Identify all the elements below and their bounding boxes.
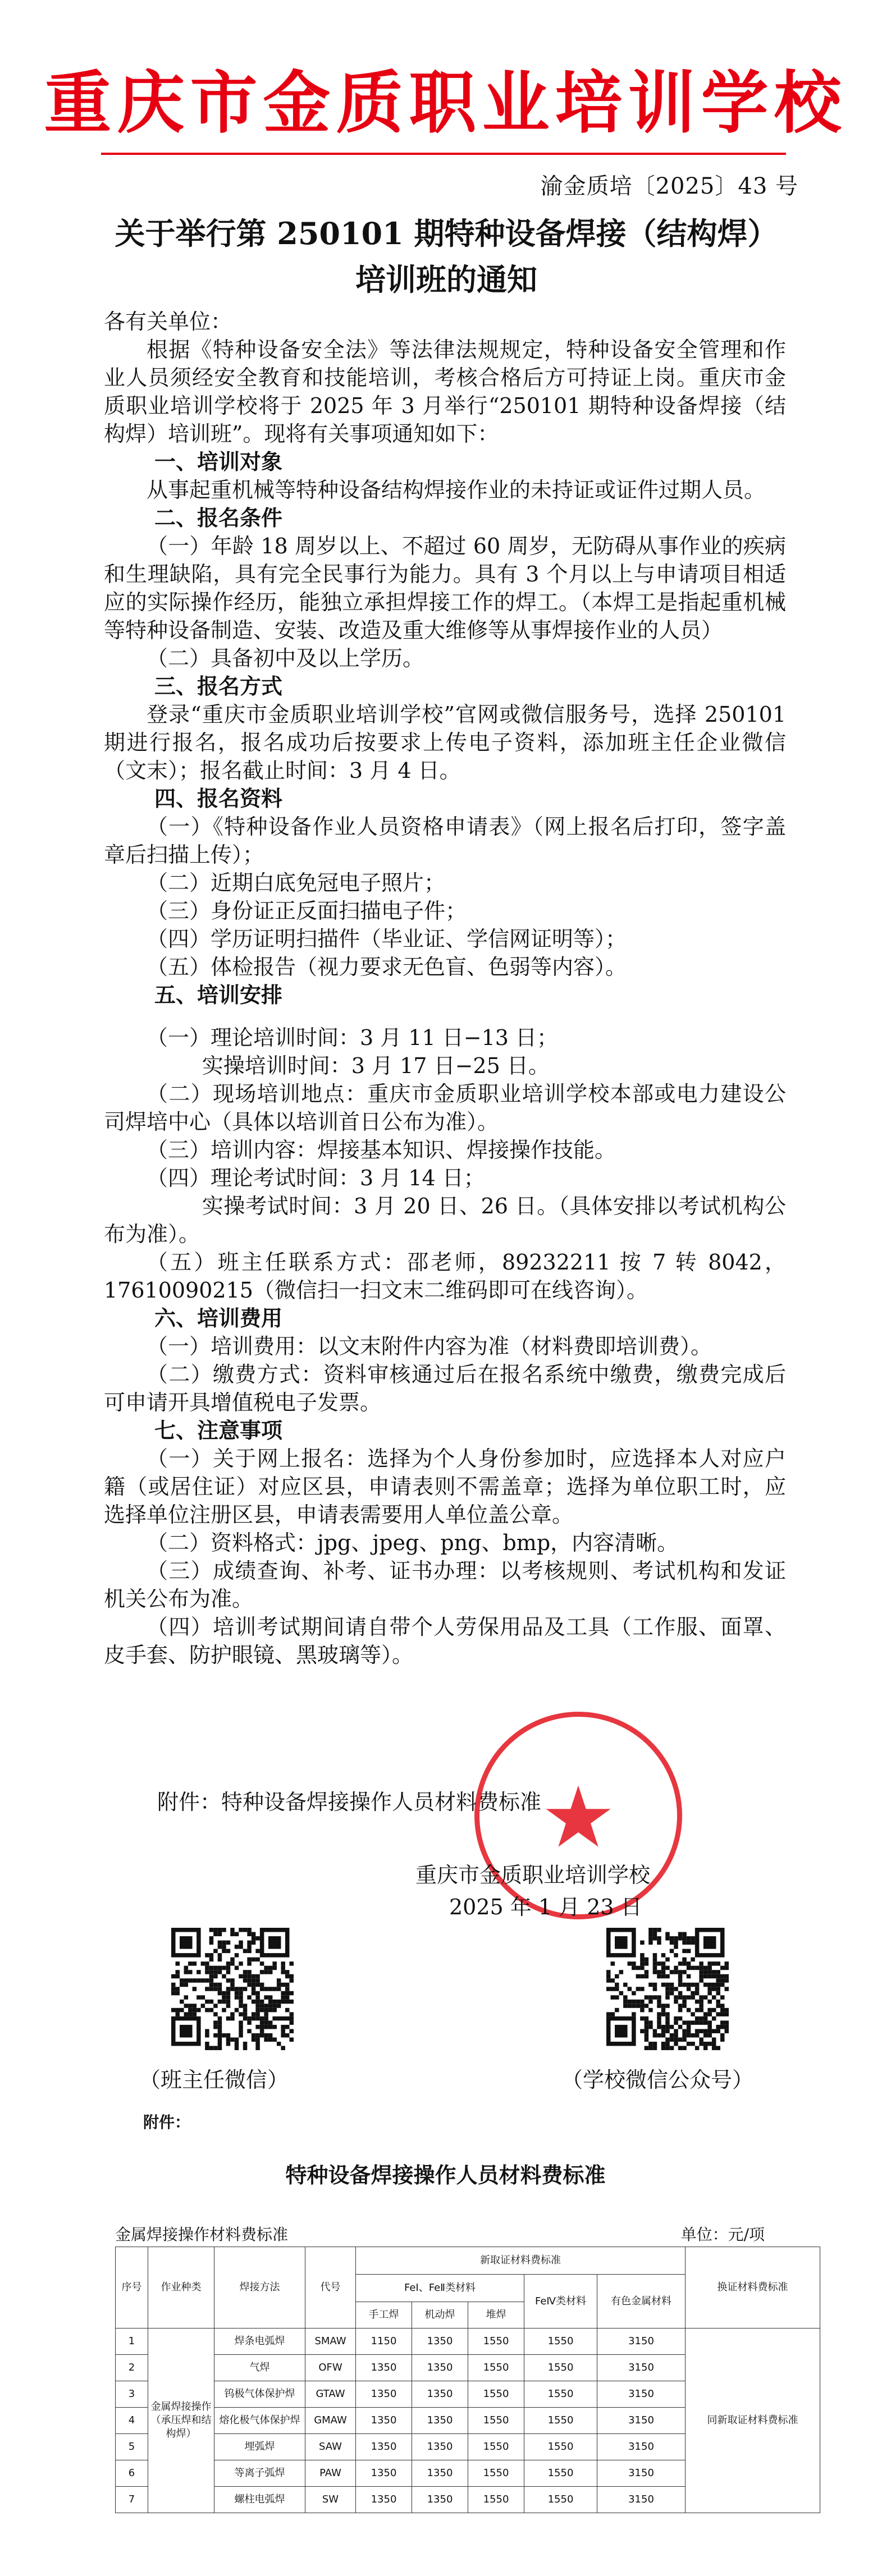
cell-stud: 1550 — [468, 2329, 524, 2355]
header-fe4: FeⅣ类材料 — [524, 2275, 597, 2329]
condition-item-1: （一）年龄 18 周岁以上、不超过 60 周岁，无防碍从事作业的疾病和生理缺陷，具有完全民事行为能力。具有 3 个月以上与申请项目相适应的实际操作经历，能独立承担焊接工作的焊工。（本焊工是指起重机械等特种设备制造、安装、改造及重大维修等从事焊接作业的人员） — [104, 534, 786, 643]
schedule-item-4a: （四）理论考试时间：3 月 14 日； — [147, 1166, 485, 1190]
condition-item-2: （二）具备初中及以上学历。 — [147, 646, 424, 671]
notice-title-line1: 关于举行第 250101 期特种设备焊接（结构焊） — [115, 216, 778, 251]
table-row — [116, 2329, 820, 2355]
cell-code: SAW — [305, 2434, 356, 2460]
section-heading-materials: 四、报名资料 — [154, 786, 283, 811]
cell-hand: 1350 — [356, 2487, 412, 2513]
annex-title: 特种设备焊接操作人员材料费标准 — [285, 2162, 606, 2188]
qr-code-school-account[interactable] — [606, 1928, 729, 2050]
qr-code-teacher-wechat[interactable] — [171, 1928, 294, 2050]
header-stud: 堆焊 — [468, 2302, 524, 2329]
material-item-2: （二）近期白底免冠电子照片； — [147, 870, 446, 895]
signature-date: 2025 年 1 月 23 日 — [449, 1895, 642, 1919]
material-item-1: （一）《特种设备作业人员资格申请表》（网上报名后打印，签字盖章后扫描上传）； — [104, 814, 786, 867]
section-text-trainees: 从事起重机械等特种设备结构焊接作业的未持证或证件过期人员。 — [147, 478, 766, 502]
header-no: 序号 — [116, 2247, 148, 2329]
cell-hand: 1350 — [356, 2381, 412, 2408]
cell-hand: 1350 — [356, 2408, 412, 2434]
cell-fe4: 1550 — [524, 2381, 597, 2408]
header-renewal: 换证材料费标准 — [686, 2247, 820, 2329]
section-heading-notes: 七、注意事项 — [154, 1418, 283, 1443]
qr-caption-school: （学校微信公众号） — [561, 2068, 754, 2092]
cell-machine: 1350 — [412, 2355, 468, 2381]
cell-stud: 1550 — [468, 2355, 524, 2381]
schedule-item-4b: 实操考试时间：3 月 20 日、26 日。（具体安排以考试机构公布为准）。 — [104, 1194, 786, 1246]
cell-stud: 1550 — [468, 2487, 524, 2513]
cell-nonferrous: 3150 — [597, 2434, 686, 2460]
cell-machine: 1350 — [412, 2381, 468, 2408]
note-item-4: （四）培训考试期间请自带个人劳保用品及工具（工作服、面罩、皮手套、防护眼镜、黑玻璃等）。 — [104, 1615, 786, 1667]
cell-method: 气焊 — [214, 2355, 305, 2381]
cell-hand: 1150 — [356, 2329, 412, 2355]
cell-no: 6 — [116, 2460, 148, 2487]
section-heading-conditions: 二、报名条件 — [154, 506, 283, 530]
cell-no: 1 — [116, 2329, 148, 2355]
cell-renewal: 同新取证材料费标准 — [686, 2329, 820, 2513]
schedule-item-2: （二）现场培训地点：重庆市金质职业培训学校本部或电力建设公司焊培中心（具体以培训首日公布为准）。 — [104, 1081, 786, 1134]
cell-no: 3 — [116, 2381, 148, 2408]
cell-stud: 1550 — [468, 2381, 524, 2408]
section-text-registration: 登录“重庆市金质职业培训学校”官网或微信服务号，选择 250101 期进行报名，报名成功后按要求上传电子资料，添加班主任企业微信（文末）；报名截止时间：3 月 4 日。 — [104, 702, 786, 783]
note-item-2: （二）资料格式：jpg、jpeg、png、bmp，内容清晰。 — [147, 1530, 679, 1555]
cell-code: SW — [305, 2487, 356, 2513]
cell-no: 4 — [116, 2408, 148, 2434]
cell-fe4: 1550 — [524, 2487, 597, 2513]
cell-machine: 1350 — [412, 2460, 468, 2487]
cell-fe4: 1550 — [524, 2329, 597, 2355]
schedule-item-1a: （一）理论培训时间：3 月 11 日−13 日； — [147, 1025, 559, 1050]
fee-table-title: 金属焊接操作材料费标准 — [115, 2225, 289, 2244]
material-item-5: （五）体检报告（视力要求无色盲、色弱等内容）。 — [147, 955, 627, 979]
cell-nonferrous: 3150 — [597, 2408, 686, 2434]
cell-fe4: 1550 — [524, 2408, 597, 2434]
schedule-item-1b: 实操培训时间：3 月 17 日−25 日。 — [202, 1053, 550, 1078]
cell-fe4: 1550 — [524, 2460, 597, 2487]
material-item-4: （四）学历证明扫描件（毕业证、学信网证明等）； — [147, 927, 627, 951]
cell-stud: 1550 — [468, 2460, 524, 2487]
cell-nonferrous: 3150 — [597, 2487, 686, 2513]
cell-method: 埋弧焊 — [214, 2434, 305, 2460]
cell-code: GMAW — [305, 2408, 356, 2434]
fee-table-unit: 单位：元/项 — [680, 2225, 765, 2244]
cell-hand: 1350 — [356, 2355, 412, 2381]
header-code: 代号 — [305, 2247, 356, 2329]
cell-machine: 1350 — [412, 2434, 468, 2460]
note-item-3: （三）成绩查询、补考、证书办理：以考核规则、考试机构和发证机关公布为准。 — [104, 1559, 786, 1611]
material-item-3: （三）身份证正反面扫描电子件； — [147, 899, 467, 923]
notice-body — [104, 308, 786, 1669]
cell-hand: 1350 — [356, 2460, 412, 2487]
qr-code-icon — [606, 1928, 729, 2050]
header-new-cert-group: 新取证材料费标准 — [356, 2247, 686, 2275]
cell-code: PAW — [305, 2460, 356, 2487]
star-icon: ★ — [540, 1769, 616, 1867]
signature-org: 重庆市金质职业培训学校 — [415, 1863, 651, 1887]
cell-machine: 1350 — [412, 2329, 468, 2355]
cell-method: 熔化极气体保护焊 — [214, 2408, 305, 2434]
cell-no: 5 — [116, 2434, 148, 2460]
qr-code-icon — [171, 1928, 294, 2050]
cell-no: 2 — [116, 2355, 148, 2381]
cell-machine: 1350 — [412, 2487, 468, 2513]
header-nonferrous: 有色金属材料 — [597, 2275, 686, 2329]
header-category: 作业种类 — [148, 2247, 214, 2329]
salutation: 各有关单位： — [104, 309, 232, 334]
cell-fe4: 1550 — [524, 2434, 597, 2460]
cell-nonferrous: 3150 — [597, 2460, 686, 2487]
cell-no: 7 — [116, 2487, 148, 2513]
cell-method: 焊条电弧焊 — [214, 2329, 305, 2355]
cell-code: GTAW — [305, 2381, 356, 2408]
cell-method: 螺柱电弧焊 — [214, 2487, 305, 2513]
section-heading-schedule: 五、培训安排 — [154, 983, 283, 1007]
fee-table-body — [116, 2329, 820, 2513]
cell-stud: 1550 — [468, 2434, 524, 2460]
note-item-1: （一）关于网上报名：选择为个人身份参加时，应选择本人对应户籍（或居住证）对应区县，申请表则不需盖章；选择为单位职工时，应选择单位注册区县，申请表需要用人单位盖公章。 — [104, 1446, 786, 1527]
document-number: 渝金质培〔2025〕43 号 — [540, 173, 798, 199]
cell-nonferrous: 3150 — [597, 2381, 686, 2408]
header-machine: 机动焊 — [412, 2302, 468, 2329]
fee-item-1: （一）培训费用：以文末附件内容为准（材料费即培训费）。 — [147, 1334, 712, 1359]
cell-machine: 1350 — [412, 2408, 468, 2434]
fee-table — [115, 2247, 820, 2513]
schedule-item-3: （三）培训内容：焊接基本知识、焊接操作技能。 — [147, 1138, 616, 1162]
cell-category: 金属焊接操作（承压焊和结构焊） — [148, 2329, 214, 2513]
cell-code: SMAW — [305, 2329, 356, 2355]
cell-nonferrous: 3150 — [597, 2329, 686, 2355]
cell-method: 钨极气体保护焊 — [214, 2381, 305, 2408]
qr-caption-teacher: （班主任微信） — [139, 2068, 289, 2092]
cell-stud: 1550 — [468, 2408, 524, 2434]
header-hand: 手工焊 — [356, 2302, 412, 2329]
org-title: 重庆市金质职业培训学校 — [44, 65, 847, 143]
header-fe12: FeⅠ、FeⅡ类材料 — [356, 2275, 524, 2302]
attachment-line: 附件：特种设备焊接操作人员材料费标准 — [157, 1790, 542, 1814]
cell-method: 等离子弧焊 — [214, 2460, 305, 2487]
cell-fe4: 1550 — [524, 2355, 597, 2381]
fee-item-2: （二）缴费方式：资料审核通过后在报名系统中缴费，缴费完成后可申请开具增值税电子发票。 — [104, 1362, 786, 1415]
red-divider — [101, 153, 786, 155]
annex-label: 附件： — [143, 2113, 191, 2132]
notice-title — [101, 210, 792, 302]
cell-nonferrous: 3150 — [597, 2355, 686, 2381]
notice-title-line2: 培训班的通知 — [355, 262, 537, 297]
section-heading-registration: 三、报名方式 — [154, 674, 283, 699]
schedule-item-5: （五）班主任联系方式：邵老师，89232211 按 7 转 8042，17610090215（微信扫一扫文末二维码即可在线咨询）。 — [104, 1250, 786, 1303]
intro-paragraph: 根据《特种设备安全法》等法律法规规定，特种设备安全管理和作业人员须经安全教育和技能培训，考核合格后方可持证上岗。重庆市金质职业培训学校将于 2025 年 3 月举行“250101 期特种设备焊接（结构焊）培训班”。现将有关事项通知如下： — [104, 337, 786, 446]
header-method: 焊接方法 — [214, 2247, 305, 2329]
cell-code: OFW — [305, 2355, 356, 2381]
section-heading-fees: 六、培训费用 — [154, 1306, 283, 1331]
cell-hand: 1350 — [356, 2434, 412, 2460]
section-heading-trainees: 一、培训对象 — [154, 450, 283, 474]
